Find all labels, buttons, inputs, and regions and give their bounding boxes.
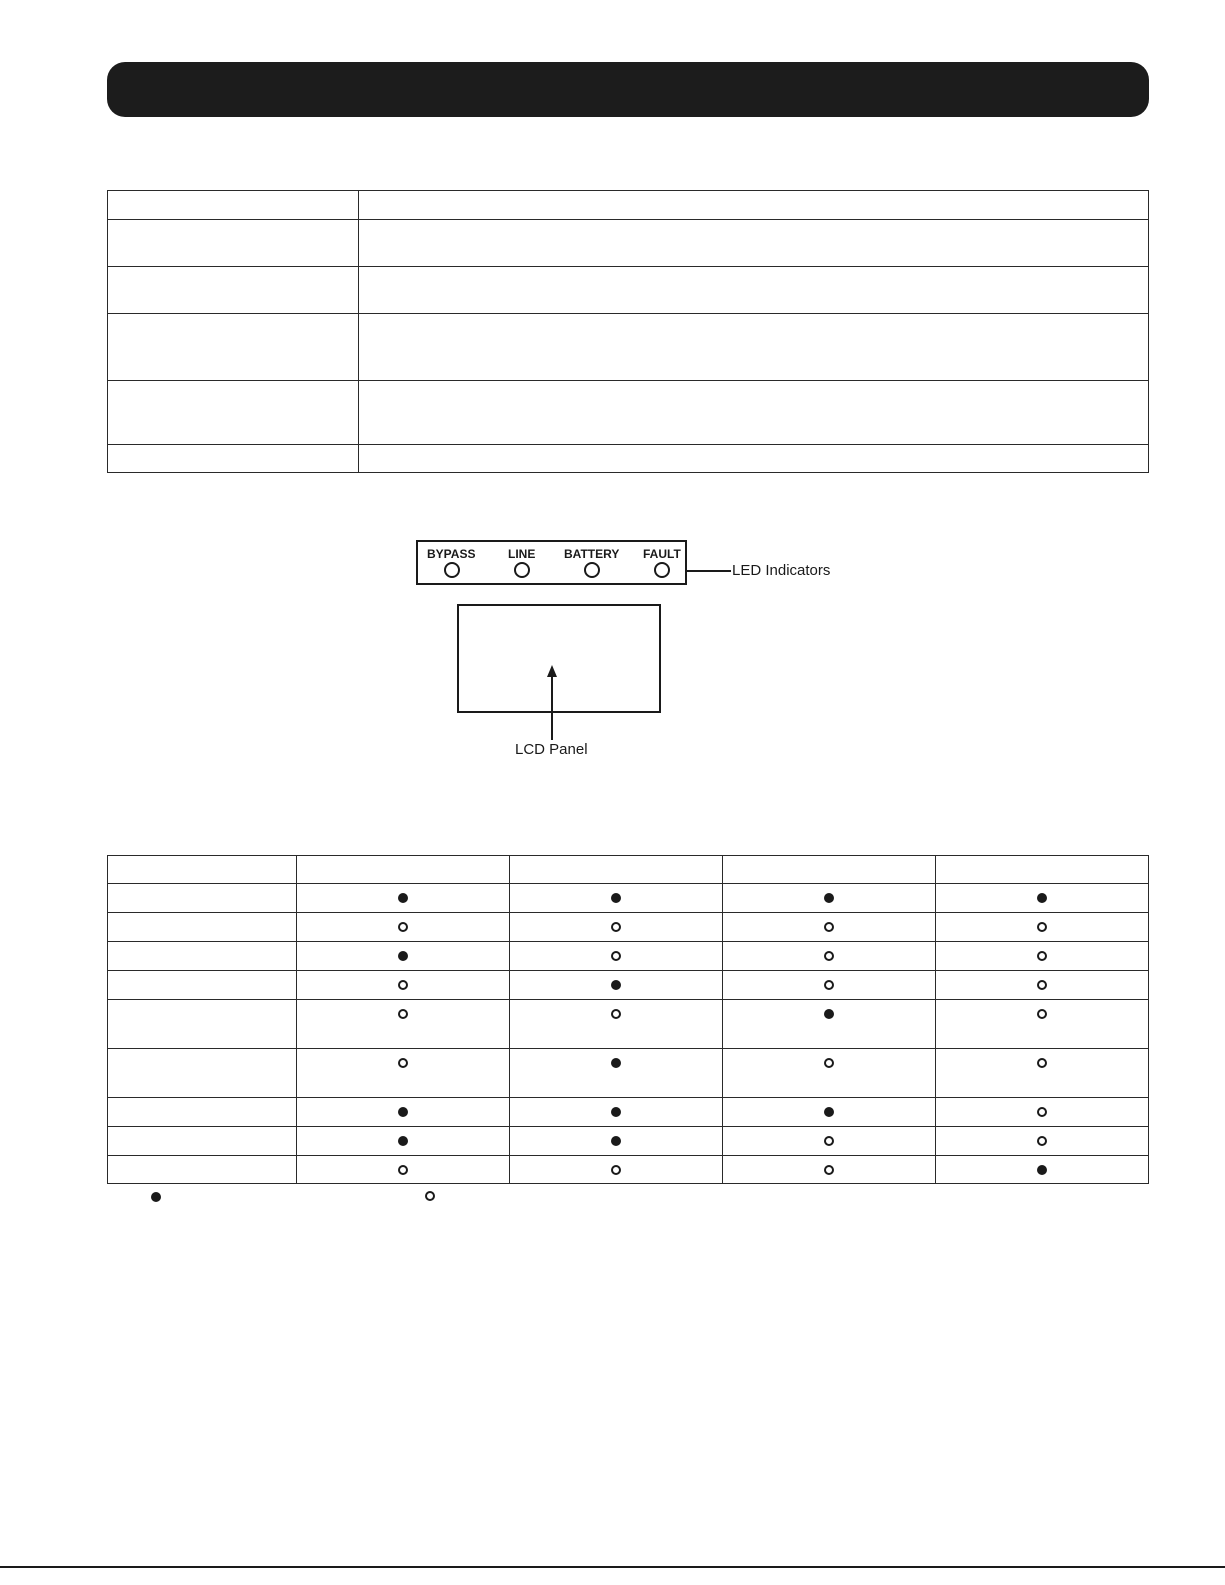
led-on-dot-icon bbox=[611, 1107, 621, 1117]
led-on-dot-icon bbox=[824, 893, 834, 903]
table-cell bbox=[108, 971, 297, 1000]
table-cell bbox=[936, 1098, 1149, 1127]
table-cell bbox=[936, 856, 1149, 884]
fault-led-icon bbox=[655, 563, 669, 577]
table-cell bbox=[723, 971, 936, 1000]
table-cell bbox=[723, 942, 936, 971]
table-cell bbox=[108, 314, 359, 381]
table-cell bbox=[108, 1127, 297, 1156]
table-cell bbox=[297, 1000, 510, 1049]
table-cell bbox=[936, 1156, 1149, 1184]
line-label: LINE bbox=[508, 547, 536, 561]
table-cell bbox=[108, 942, 297, 971]
led-on-dot-icon bbox=[611, 1058, 621, 1068]
table-cell bbox=[108, 913, 297, 942]
led-off-dot-icon bbox=[1037, 922, 1047, 932]
table-row bbox=[108, 1098, 1149, 1127]
legend-on-dot-icon bbox=[151, 1192, 161, 1202]
legend-off-dot-icon bbox=[425, 1191, 435, 1201]
led-off-dot-icon bbox=[1037, 951, 1047, 961]
table-cell bbox=[297, 856, 510, 884]
lcd-panel-frame bbox=[458, 605, 660, 712]
description-table bbox=[107, 190, 1149, 473]
table-cell bbox=[936, 913, 1149, 942]
led-off-dot-icon bbox=[398, 980, 408, 990]
table-cell bbox=[723, 1049, 936, 1098]
table-cell bbox=[297, 884, 510, 913]
table-cell bbox=[108, 191, 359, 220]
table-cell bbox=[359, 191, 1149, 220]
table-row bbox=[108, 381, 1149, 445]
led-on-dot-icon bbox=[611, 980, 621, 990]
arrow-up-icon bbox=[547, 665, 557, 677]
led-on-dot-icon bbox=[398, 893, 408, 903]
table-cell bbox=[359, 381, 1149, 445]
table-header-row bbox=[108, 856, 1149, 884]
led-off-dot-icon bbox=[611, 951, 621, 961]
table-cell bbox=[510, 1127, 723, 1156]
table-cell bbox=[359, 220, 1149, 267]
table-cell bbox=[297, 1049, 510, 1098]
table-cell bbox=[108, 1098, 297, 1127]
fault-label: FAULT bbox=[643, 547, 681, 561]
table-cell bbox=[108, 1000, 297, 1049]
table-cell bbox=[510, 884, 723, 913]
table-cell bbox=[510, 971, 723, 1000]
table-cell bbox=[936, 1049, 1149, 1098]
lcd-panel-label: LCD Panel bbox=[515, 741, 588, 758]
led-off-dot-icon bbox=[824, 1136, 834, 1146]
table-row bbox=[108, 267, 1149, 314]
table-row bbox=[108, 942, 1149, 971]
table-cell bbox=[723, 1127, 936, 1156]
table-cell bbox=[723, 1098, 936, 1127]
table-cell bbox=[297, 1156, 510, 1184]
led-off-dot-icon bbox=[398, 1058, 408, 1068]
table-cell bbox=[936, 971, 1149, 1000]
table-cell bbox=[108, 445, 359, 473]
section-header-bar bbox=[107, 62, 1149, 117]
led-off-dot-icon bbox=[398, 922, 408, 932]
table-cell bbox=[359, 445, 1149, 473]
table-cell bbox=[510, 856, 723, 884]
led-on-dot-icon bbox=[1037, 1165, 1047, 1175]
led-off-dot-icon bbox=[824, 1165, 834, 1175]
table-cell bbox=[297, 1127, 510, 1156]
battery-led-icon bbox=[585, 563, 599, 577]
table-cell bbox=[297, 942, 510, 971]
table-cell bbox=[510, 1156, 723, 1184]
led-off-dot-icon bbox=[398, 1165, 408, 1175]
table-cell bbox=[108, 856, 297, 884]
led-on-dot-icon bbox=[398, 1136, 408, 1146]
table-cell bbox=[510, 913, 723, 942]
led-off-dot-icon bbox=[824, 1058, 834, 1068]
led-off-dot-icon bbox=[1037, 1058, 1047, 1068]
led-off-dot-icon bbox=[1037, 1136, 1047, 1146]
led-off-dot-icon bbox=[824, 951, 834, 961]
table-row bbox=[108, 1000, 1149, 1049]
led-on-dot-icon bbox=[398, 1107, 408, 1117]
table-cell bbox=[108, 1049, 297, 1098]
table-cell bbox=[723, 1000, 936, 1049]
table-row bbox=[108, 220, 1149, 267]
table-cell bbox=[723, 913, 936, 942]
led-off-dot-icon bbox=[824, 922, 834, 932]
table-row bbox=[108, 445, 1149, 473]
led-off-dot-icon bbox=[1037, 980, 1047, 990]
led-on-dot-icon bbox=[611, 1136, 621, 1146]
table-cell bbox=[936, 942, 1149, 971]
led-on-dot-icon bbox=[824, 1009, 834, 1019]
table-row bbox=[108, 191, 1149, 220]
led-off-dot-icon bbox=[824, 980, 834, 990]
table-cell bbox=[297, 913, 510, 942]
table-cell bbox=[359, 314, 1149, 381]
footer-rule bbox=[0, 1566, 1225, 1568]
table-cell bbox=[297, 971, 510, 1000]
led-on-dot-icon bbox=[824, 1107, 834, 1117]
led-off-dot-icon bbox=[1037, 1107, 1047, 1117]
table-cell bbox=[108, 884, 297, 913]
table-cell bbox=[297, 1098, 510, 1127]
table-cell bbox=[510, 1000, 723, 1049]
led-on-dot-icon bbox=[1037, 893, 1047, 903]
bypass-led-icon bbox=[445, 563, 459, 577]
table-cell bbox=[510, 942, 723, 971]
table-row bbox=[108, 1127, 1149, 1156]
led-status-table bbox=[107, 855, 1149, 1184]
led-off-dot-icon bbox=[611, 922, 621, 932]
table-cell bbox=[108, 1156, 297, 1184]
led-on-dot-icon bbox=[398, 951, 408, 961]
line-led-icon bbox=[515, 563, 529, 577]
table-row bbox=[108, 971, 1149, 1000]
table-cell bbox=[936, 1000, 1149, 1049]
table-cell bbox=[359, 267, 1149, 314]
table-cell bbox=[723, 884, 936, 913]
table-row bbox=[108, 1156, 1149, 1184]
led-on-dot-icon bbox=[611, 893, 621, 903]
table-cell bbox=[510, 1049, 723, 1098]
table-cell bbox=[936, 884, 1149, 913]
bypass-label: BYPASS bbox=[427, 547, 476, 561]
table-cell bbox=[108, 381, 359, 445]
table-row bbox=[108, 884, 1149, 913]
led-indicators-label: LED Indicators bbox=[732, 562, 831, 579]
table-row bbox=[108, 913, 1149, 942]
table-cell bbox=[936, 1127, 1149, 1156]
table-cell bbox=[108, 267, 359, 314]
led-off-dot-icon bbox=[1037, 1009, 1047, 1019]
led-off-dot-icon bbox=[398, 1009, 408, 1019]
led-off-dot-icon bbox=[611, 1009, 621, 1019]
table-cell bbox=[723, 856, 936, 884]
table-row bbox=[108, 314, 1149, 381]
table-row bbox=[108, 1049, 1149, 1098]
led-off-dot-icon bbox=[611, 1165, 621, 1175]
table-cell bbox=[723, 1156, 936, 1184]
table-cell bbox=[108, 220, 359, 267]
battery-label: BATTERY bbox=[564, 547, 620, 561]
table-cell bbox=[510, 1098, 723, 1127]
